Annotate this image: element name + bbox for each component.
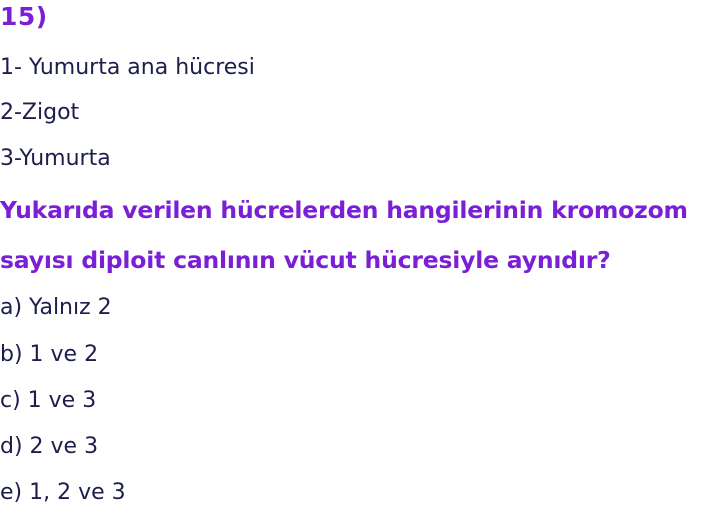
statement-item-3: 3-Yumurta [0,146,111,171]
question-prompt-line-1: Yukarıda verilen hücrelerden hangilerinin kromozom [0,196,688,224]
answer-option-b[interactable]: b) 1 ve 2 [0,342,99,367]
question-prompt-line-2: sayısı diploit canlının vücut hücresiyle aynıdır? [0,246,611,274]
answer-option-a[interactable]: a) Yalnız 2 [0,295,112,320]
answer-option-c[interactable]: c) 1 ve 3 [0,388,97,413]
statement-item-2: 2-Zigot [0,100,80,125]
statement-item-1: 1- Yumurta ana hücresi [0,55,255,80]
answer-option-e[interactable]: e) 1, 2 ve 3 [0,480,126,505]
answer-option-d[interactable]: d) 2 ve 3 [0,434,99,459]
question-number: 15) [0,2,48,31]
